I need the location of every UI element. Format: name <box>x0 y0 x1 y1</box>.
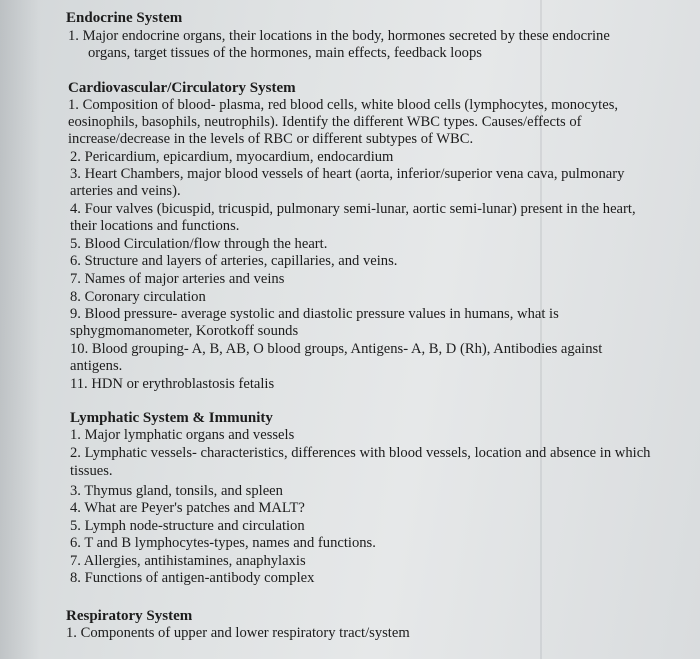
lymphatic-item-line: 8. Functions of antigen-antibody complex <box>70 570 315 586</box>
cardio-item-line: 1. Composition of blood- plasma, red blood cells, white blood cells (lymphocytes, monocytes, <box>68 97 619 113</box>
lymphatic-item-line: tissues. <box>70 463 113 479</box>
cardio-item-line: 3. Heart Chambers, major blood vessels of heart (aorta, inferior/superior vena cava, pulmonary <box>70 166 625 182</box>
section-title-lymphatic: Lymphatic System & Immunity <box>70 410 273 426</box>
lymphatic-item-line: 5. Lymph node-structure and circulation <box>70 518 305 534</box>
cardio-item-line: 2. Pericardium, epicardium, myocardium, endocardium <box>70 149 394 165</box>
lymphatic-item-line: 7. Allergies, antihistamines, anaphylaxis <box>70 553 306 569</box>
cardio-item-line: 11. HDN or erythroblastosis fetalis <box>70 376 275 392</box>
respiratory-item-line: 1. Components of upper and lower respiratory tract/system <box>66 625 410 641</box>
section-title-cardiovascular: Cardiovascular/Circulatory System <box>68 80 296 96</box>
section-title-respiratory: Respiratory System <box>66 608 193 624</box>
endocrine-item-line: organs, target tissues of the hormones, main effects, feedback loops <box>88 45 482 61</box>
cardio-item-line: arteries and veins). <box>70 183 181 199</box>
lymphatic-item-line: 2. Lymphatic vessels- characteristics, differences with blood vessels, location and absence in which <box>70 445 651 461</box>
page-shadow <box>0 0 40 659</box>
cardio-item-line: antigens. <box>70 358 123 374</box>
cardio-item-line: their locations and functions. <box>70 218 240 234</box>
lymphatic-item-line: 6. T and B lymphocytes-types, names and functions. <box>70 535 376 551</box>
cardio-item-line: sphygmomanometer, Korotkoff sounds <box>70 323 299 339</box>
cardio-item-line: 7. Names of major arteries and veins <box>70 271 285 287</box>
lymphatic-item-line: 4. What are Peyer's patches and MALT? <box>70 500 305 516</box>
endocrine-item-line: 1. Major endocrine organs, their locations in the body, hormones secreted by these endocrine <box>68 28 610 44</box>
section-title-endocrine: Endocrine System <box>66 10 183 26</box>
cardio-item-line: eosinophils, basophils, neutrophils). Identify the different WBC types. Causes/effects of <box>68 114 582 130</box>
lymphatic-item-line: 3. Thymus gland, tonsils, and spleen <box>70 483 283 499</box>
lymphatic-item-line: 1. Major lymphatic organs and vessels <box>70 427 295 443</box>
cardio-item-line: 4. Four valves (bicuspid, tricuspid, pulmonary semi-lunar, aortic semi-lunar) present in the heart, <box>70 201 636 217</box>
cardio-item-line: 6. Structure and layers of arteries, capillaries, and veins. <box>70 253 398 269</box>
cardio-item-line: 9. Blood pressure- average systolic and diastolic pressure values in humans, what is <box>70 306 559 322</box>
cardio-item-line: 8. Coronary circulation <box>70 289 206 305</box>
cardio-item-line: increase/decrease in the levels of RBC or different subtypes of WBC. <box>68 131 474 147</box>
cardio-item-line: 10. Blood grouping- A, B, AB, O blood groups, Antigens- A, B, D (Rh), Antibodies against <box>70 341 603 357</box>
cardio-item-line: 5. Blood Circulation/flow through the heart. <box>70 236 328 252</box>
